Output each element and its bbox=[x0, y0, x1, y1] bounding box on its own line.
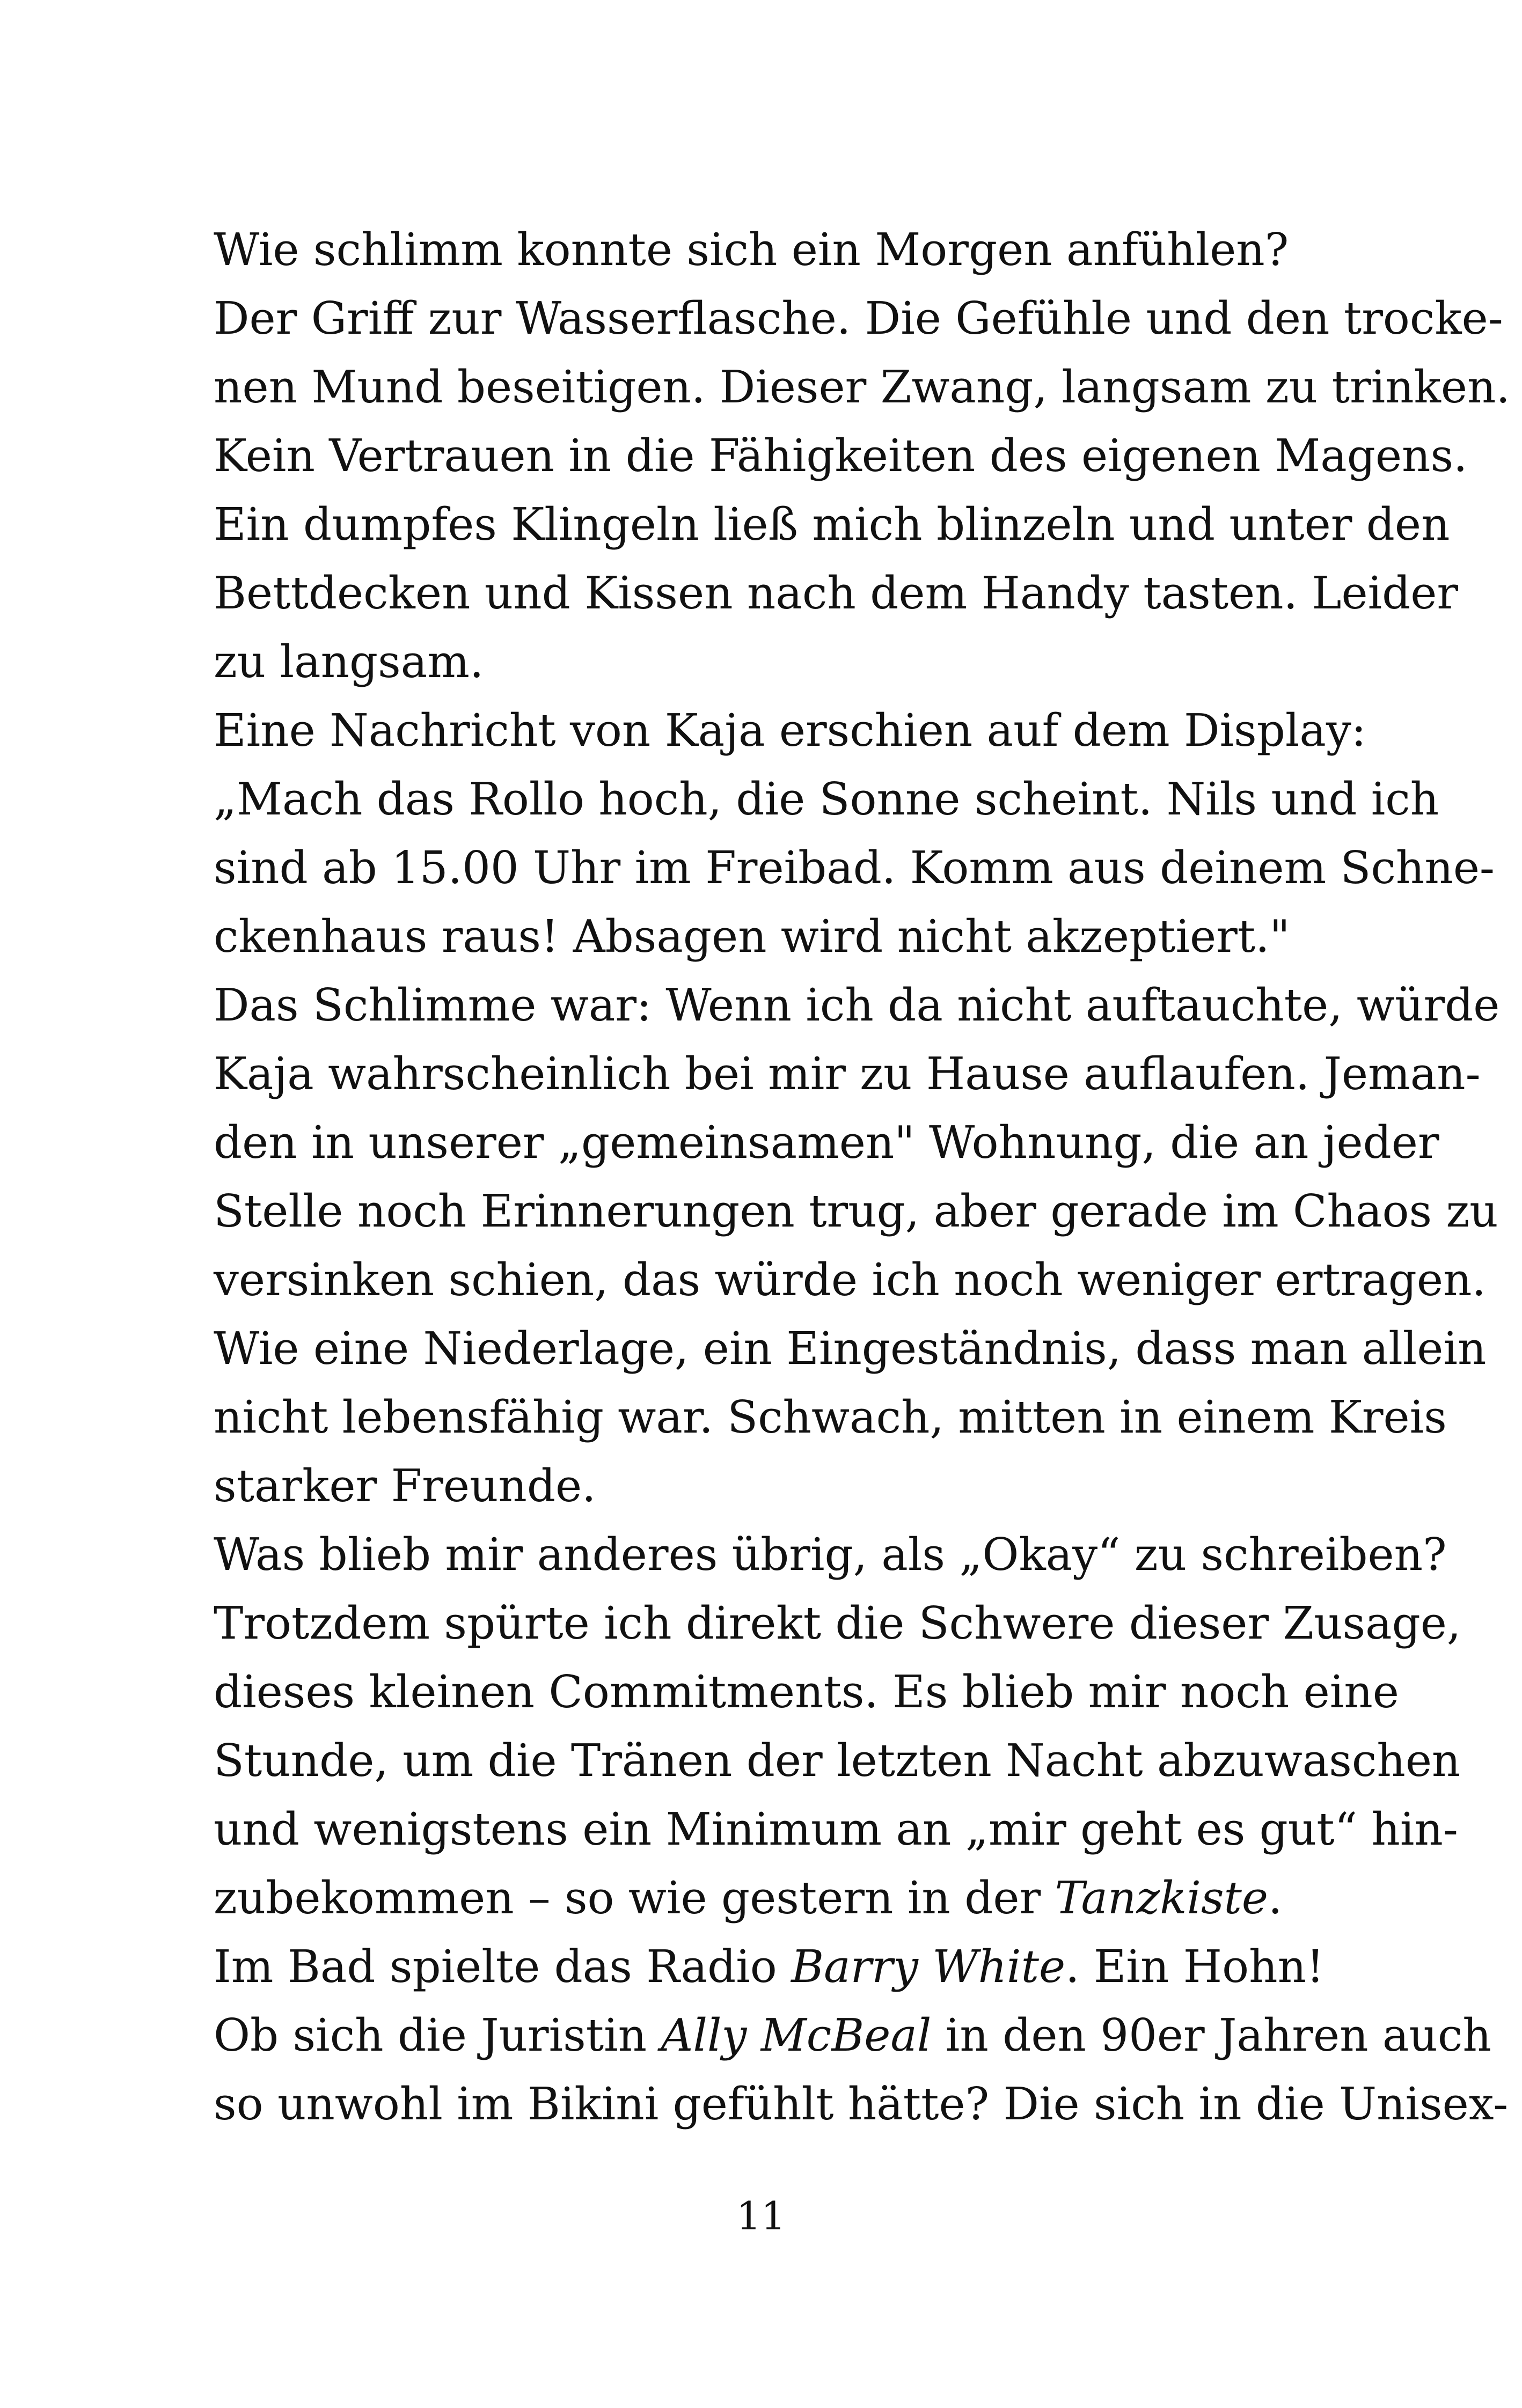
text-line: Stunde, um die Tränen der letzten Nacht abzuwaschen bbox=[214, 1735, 1461, 1787]
text-line: zu langsam. bbox=[214, 636, 484, 688]
italic-title: Barry White bbox=[791, 1941, 1066, 1993]
text-line: Wie eine Niederlage, ein Eingeständnis, dass man allein bbox=[214, 1323, 1487, 1375]
text-line: starker Freunde. bbox=[214, 1460, 596, 1512]
text-line: nen Mund beseitigen. Dieser Zwang, langsam zu trinken. bbox=[214, 361, 1510, 413]
text-line: so unwohl im Bikini gefühlt hätte? Die sich in die Unisex- bbox=[214, 2078, 1509, 2130]
text-line: „Mach das Rollo hoch, die Sonne scheint. Nils und ich bbox=[214, 773, 1439, 825]
body-text bbox=[214, 216, 1510, 2139]
text-line: Trotzdem spürte ich direkt die Schwere dieser Zusage, bbox=[214, 1597, 1461, 1649]
text-line: Kein Vertrauen in die Fähigkeiten des eigenen Magens. bbox=[214, 430, 1468, 482]
text-line: Ob sich die Juristin Ally McBeal in den 90er Jahren auch bbox=[214, 2009, 1491, 2061]
italic-title: Ally McBeal bbox=[661, 2009, 932, 2061]
text-line: Der Griff zur Wasserflasche. Die Gefühle und den trocke- bbox=[214, 292, 1503, 344]
text-line: Bettdecken und Kissen nach dem Handy tasten. Leider bbox=[214, 567, 1459, 619]
text-line: Eine Nachricht von Kaja erschien auf dem Display: bbox=[214, 704, 1366, 757]
text-line: zubekommen – so wie gestern in der Tanzkiste. bbox=[214, 1872, 1283, 1924]
text-line: Wie schlimm konnte sich ein Morgen anfühlen? bbox=[214, 224, 1289, 276]
text-line: Was blieb mir anderes übrig, als „Okay“ zu schreiben? bbox=[214, 1529, 1447, 1581]
text-line: sind ab 15.00 Uhr im Freibad. Komm aus deinem Schne- bbox=[214, 842, 1495, 894]
text-line: Ein dumpfes Klingeln ließ mich blinzeln und unter den bbox=[214, 498, 1450, 550]
text-line: Im Bad spielte das Radio Barry White. Ein Hohn! bbox=[214, 1941, 1325, 1993]
text-line: den in unserer „gemeinsamen" Wohnung, die an jeder bbox=[214, 1117, 1439, 1169]
text-line: versinken schien, das würde ich noch weniger ertragen. bbox=[214, 1254, 1486, 1306]
text-line: Stelle noch Erinnerungen trug, aber gerade im Chaos zu bbox=[214, 1185, 1498, 1237]
text-line: und wenigstens ein Minimum an „mir geht es gut“ hin- bbox=[214, 1803, 1458, 1855]
italic-title: Tanzkiste bbox=[1055, 1872, 1269, 1924]
text-line: Kaja wahrscheinlich bei mir zu Hause auflaufen. Jeman- bbox=[214, 1048, 1481, 1100]
page-number: 11 bbox=[736, 2193, 786, 2238]
text-line: Das Schlimme war: Wenn ich da nicht auftauchte, würde bbox=[214, 979, 1500, 1031]
text-line: dieses kleinen Commitments. Es blieb mir noch eine bbox=[214, 1666, 1399, 1718]
text-line: nicht lebensfähig war. Schwach, mitten in einem Kreis bbox=[214, 1391, 1447, 1443]
text-line: ckenhaus raus! Absagen wird nicht akzeptiert." bbox=[214, 911, 1290, 963]
